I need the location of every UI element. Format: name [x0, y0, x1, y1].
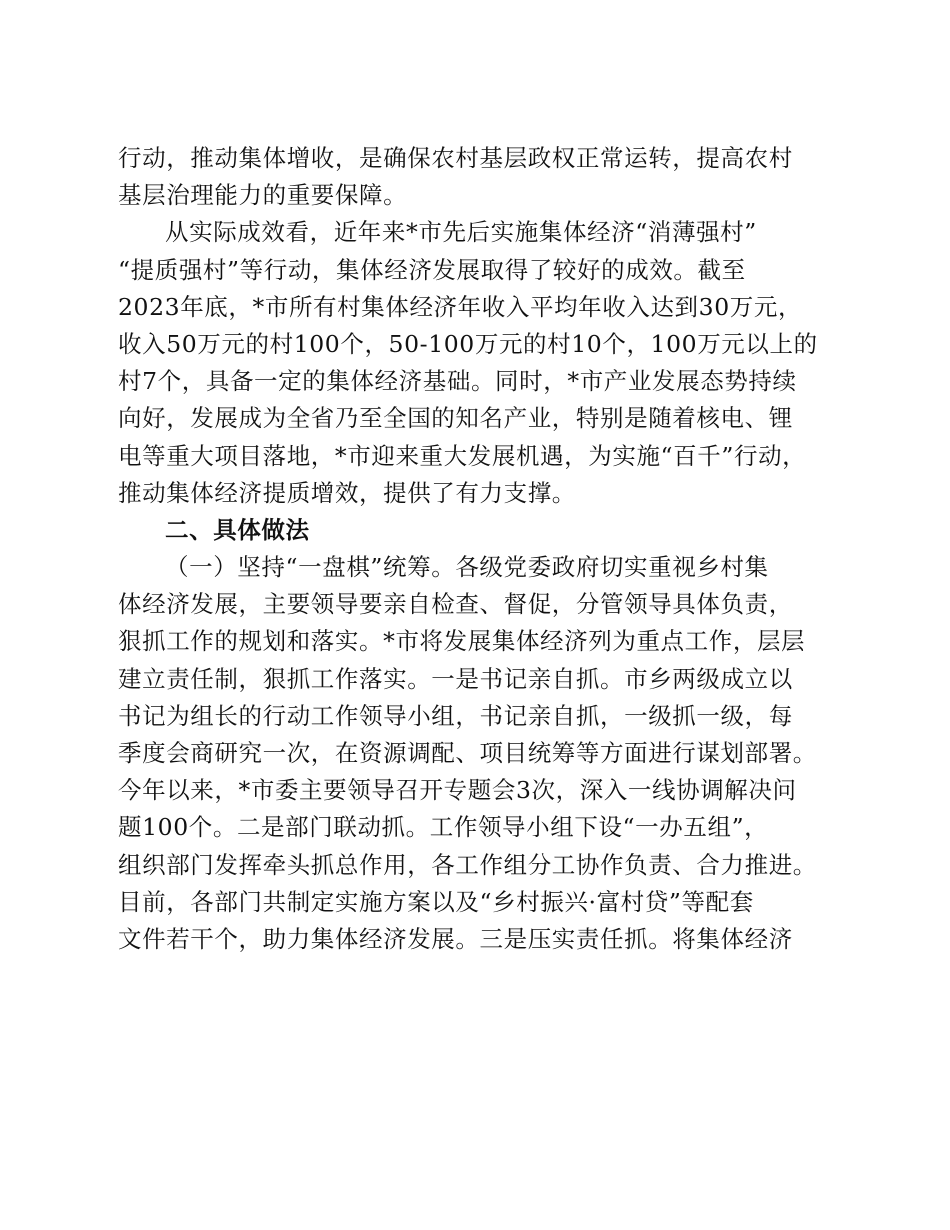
paragraph-line: 体经济发展，主要领导要亲自检查、督促，分管领导具体负责，	[118, 590, 793, 619]
document-body	[118, 140, 838, 958]
paragraph-line: 2023年底，*市所有村集体经济年收入平均年收入达到30万元，	[118, 292, 803, 321]
paragraph-line: 建立责任制，狠抓工作落实。一是书记亲自抓。市乡两级成立以	[118, 664, 793, 693]
paragraph-line: 狠抓工作的规划和落实。*市将发展集体经济列为重点工作，层层	[118, 627, 806, 656]
paragraph-line: 季度会商研究一次，在资源调配、项目统筹等方面进行谋划部署。	[118, 739, 817, 767]
paragraph-line: 从实际成效看，近年来*市先后实施集体经济“消薄强村”	[165, 218, 757, 247]
section-heading: 二、具体做法	[165, 515, 310, 544]
paragraph-line: 收入50万元的村100个，50-100万元的村10个，100万元以上的	[118, 329, 818, 358]
paragraph-line: “提质强村”等行动，集体经济发展取得了较好的成效。截至	[118, 255, 746, 284]
paragraph-line: 目前，各部门共制定实施方案以及“乡村振兴·富村贷”等配套	[118, 887, 754, 916]
paragraph-line: 行动，推动集体增收，是确保农村基层政权正常运转，提高农村	[118, 144, 793, 172]
paragraph-line: 今年以来，*市委主要领导召开专题会3次，深入一线协调解决问	[118, 776, 797, 805]
paragraph-line: 向好，发展成为全省乃至全国的知名产业，特别是随着核电、锂	[118, 404, 793, 433]
paragraph-line: 电等重大项目落地，*市迎来重大发展机遇，为实施“百千”行动，	[118, 441, 807, 470]
paragraph-line: 书记为组长的行动工作领导小组，书记亲自抓，一级抓一级，每	[118, 701, 793, 730]
paragraph-line: 推动集体经济提质增效，提供了有力支撑。	[118, 478, 576, 507]
paragraph-line: 村7个，具备一定的集体经济基础。同时，*市产业发展态势持续	[118, 367, 797, 396]
paragraph-line: 文件若干个，助力集体经济发展。三是压实责任抓。将集体经济	[118, 924, 793, 953]
paragraph-line: （一）坚持“一盘棋”统筹。各级党委政府切实重视乡村集	[165, 553, 769, 582]
paragraph-line: 基层治理能力的重要保障。	[118, 181, 408, 210]
paragraph-line: 组织部门发挥牵头抓总作用，各工作组分工协作负责、合力推进。	[118, 850, 817, 879]
paragraph-line: 题100个。二是部门联动抓。工作领导小组下设“一办五组”，	[118, 813, 769, 842]
